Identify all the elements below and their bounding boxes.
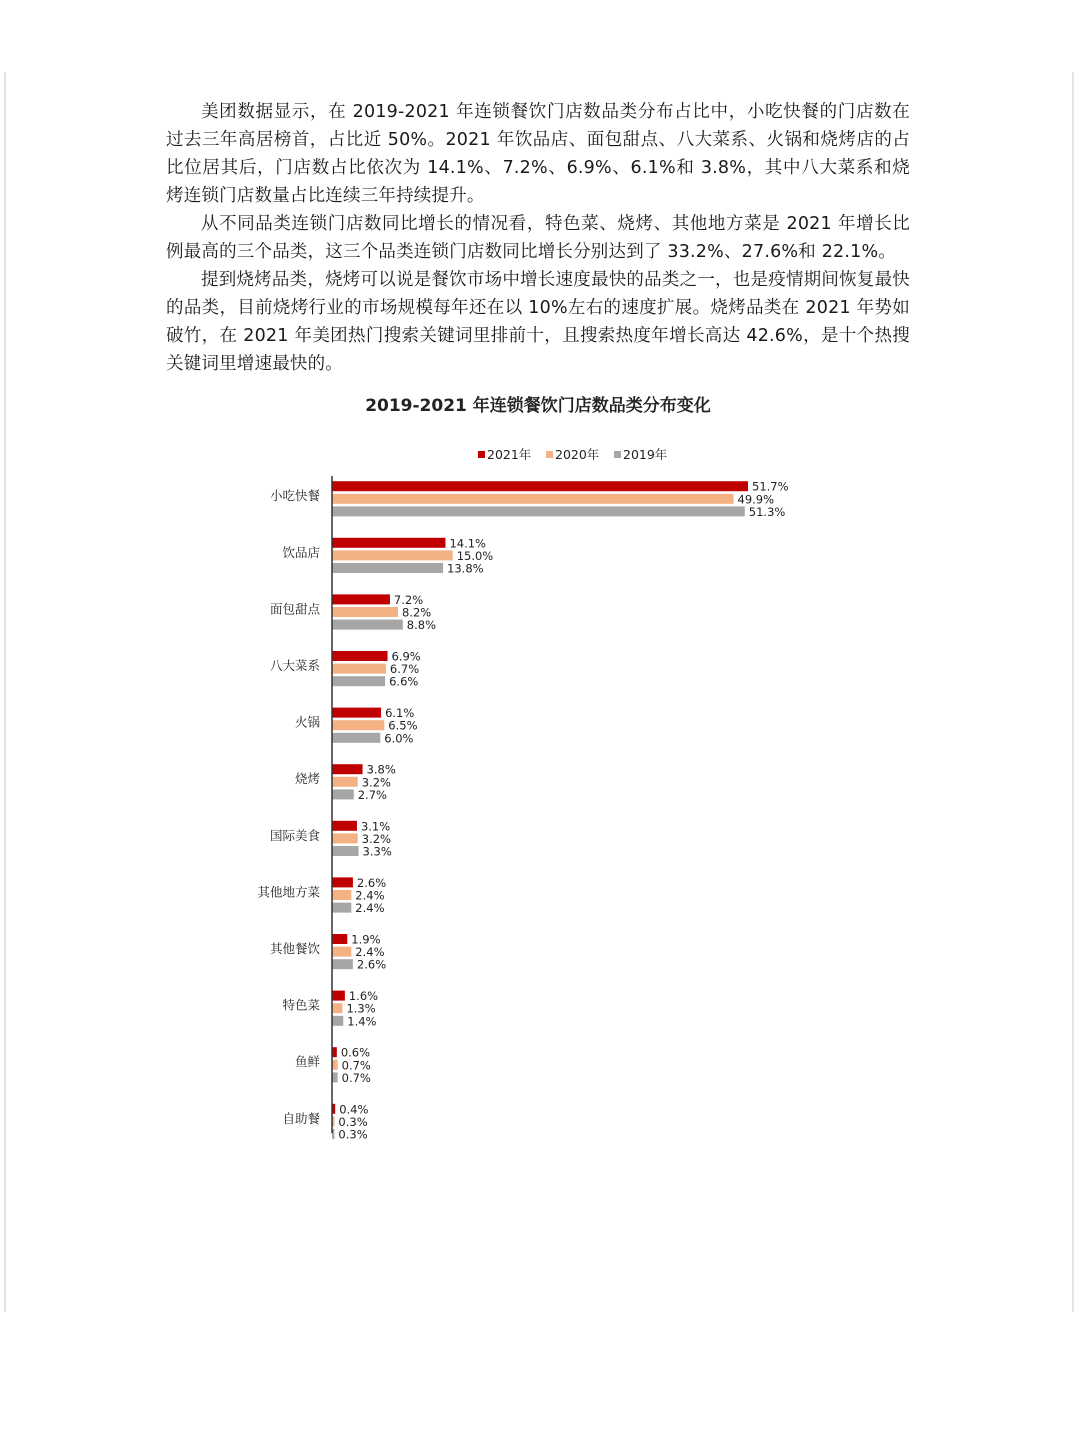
category-label: 火锅 [294, 714, 320, 730]
bar [332, 934, 347, 944]
bar [332, 846, 359, 856]
bar [332, 1060, 338, 1070]
data-label: 0.3% [338, 1127, 368, 1142]
category-label: 鱼鲜 [294, 1054, 320, 1070]
data-label: 3.1% [360, 819, 391, 834]
data-label: 0.3% [338, 1114, 368, 1129]
bar [332, 708, 381, 718]
bar [332, 877, 353, 887]
bar [332, 506, 745, 516]
data-label: 1.4% [347, 1014, 377, 1029]
data-label: 6.5% [388, 718, 418, 733]
category-label: 其他地方菜 [257, 884, 320, 900]
bar [332, 620, 403, 630]
category-label: 小吃快餐 [269, 488, 320, 504]
paragraph-3: 提到烧烤品类，烧烤可以说是餐饮市场中增长速度最快的品类之一，也是疫情期间恢复最快的品类，目前烧烤行业的市场规模每年还在以 10%左右的速度扩展。烧烤品类在 2021 年势如破竹，在 2021 年美团热门搜索关键词里排前十，且搜索热度年增长高达 42.6%，是十个热搜关键词里增速最快的。 [166, 270, 910, 374]
data-label: 7.2% [393, 592, 424, 607]
data-label: 8.2% [401, 605, 432, 620]
data-label: 2.6% [356, 957, 387, 972]
data-label: 51.7% [752, 479, 789, 494]
legend-swatch [546, 451, 553, 458]
category-label: 自助餐 [282, 1110, 320, 1126]
bar [332, 676, 385, 686]
data-label: 6.0% [384, 731, 414, 746]
bar [332, 664, 386, 674]
legend-item [614, 447, 667, 462]
data-label: 2.6% [356, 875, 387, 890]
data-label: 0.4% [339, 1102, 369, 1117]
bar [332, 494, 734, 504]
bar [332, 764, 363, 774]
bar [332, 789, 354, 799]
bar [332, 733, 380, 743]
data-label: 8.8% [406, 618, 437, 633]
data-label: 2.7% [357, 787, 387, 802]
data-label: 0.7% [341, 1058, 371, 1073]
data-label: 13.8% [447, 561, 484, 576]
bar [332, 538, 445, 548]
data-label: 2.4% [355, 945, 385, 960]
data-label: 6.9% [391, 649, 421, 664]
data-label: 2.4% [355, 901, 385, 916]
bar [332, 890, 351, 900]
category-label: 烧烤 [294, 771, 320, 787]
article-body [166, 98, 910, 378]
category-label: 其他餐饮 [269, 941, 320, 956]
legend-label: 2021年 [487, 447, 532, 462]
data-label: 2.4% [355, 888, 385, 903]
bar [332, 991, 345, 1001]
bar [332, 1016, 343, 1026]
legend-item [546, 447, 599, 462]
bar [332, 947, 351, 957]
data-label: 0.7% [341, 1070, 371, 1085]
bar [332, 833, 358, 843]
category-label: 国际美食 [269, 827, 320, 843]
bar [332, 481, 748, 491]
bar [332, 1072, 338, 1082]
data-label: 3.2% [361, 775, 391, 790]
legend-label: 2020年 [555, 447, 600, 462]
category-label: 面包甜点 [269, 601, 320, 617]
legend-label: 2019年 [623, 447, 668, 462]
bar [332, 777, 358, 787]
data-label: 0.6% [340, 1045, 371, 1060]
legend-item [478, 447, 531, 462]
bar [332, 594, 390, 604]
chart-title: 2019-2021 年连锁餐饮门店数品类分布变化 [365, 396, 711, 416]
bar [332, 1003, 342, 1013]
data-label: 6.1% [385, 706, 415, 721]
data-label: 3.8% [366, 762, 396, 777]
category-label: 八大菜系 [269, 658, 320, 673]
bar [332, 959, 353, 969]
legend-swatch [614, 451, 621, 458]
data-label: 6.6% [389, 674, 419, 689]
bar-chart [0, 440, 1080, 1160]
bar [332, 563, 443, 573]
bar [332, 607, 398, 617]
category-label: 饮品店 [282, 544, 320, 560]
category-label: 特色菜 [282, 997, 320, 1013]
chart-legend [478, 447, 667, 462]
data-label: 1.6% [348, 989, 379, 1004]
bar [332, 821, 357, 831]
bar [332, 651, 388, 661]
data-label: 49.9% [737, 492, 775, 507]
paragraph-1: 美团数据显示，在 2019-2021 年连锁餐饮门店数品类分布占比中，小吃快餐的门店数在过去三年高居榜首，占比近 50%。2021 年饮品店、面包甜点、八大菜系、火锅和烧烤店的占比位居其后，门店数占比依次为 14.1%、7.2%、6.9%、6.1%和 3.8%，其中八大菜系和烧烤连锁门店数量占比连续三年持续提升。 [166, 102, 910, 206]
legend-swatch [478, 451, 485, 458]
paragraph-2: 从不同品类连锁门店数同比增长的情况看，特色菜、烧烤、其他地方菜是 2021 年增长比例最高的三个品类，这三个品类连锁门店数同比增长分别达到了 33.2%、27.6%和 22.1%。 [166, 214, 910, 262]
data-label: 6.7% [389, 662, 420, 677]
data-label: 3.2% [361, 831, 391, 846]
data-label: 1.3% [346, 1001, 376, 1016]
data-label: 51.3% [748, 504, 786, 519]
bar [332, 720, 384, 730]
data-label: 3.3% [362, 844, 392, 859]
data-label: 1.9% [351, 932, 381, 947]
data-label: 14.1% [449, 536, 487, 551]
bar [332, 550, 453, 560]
bar [332, 903, 351, 913]
data-label: 15.0% [456, 548, 494, 563]
